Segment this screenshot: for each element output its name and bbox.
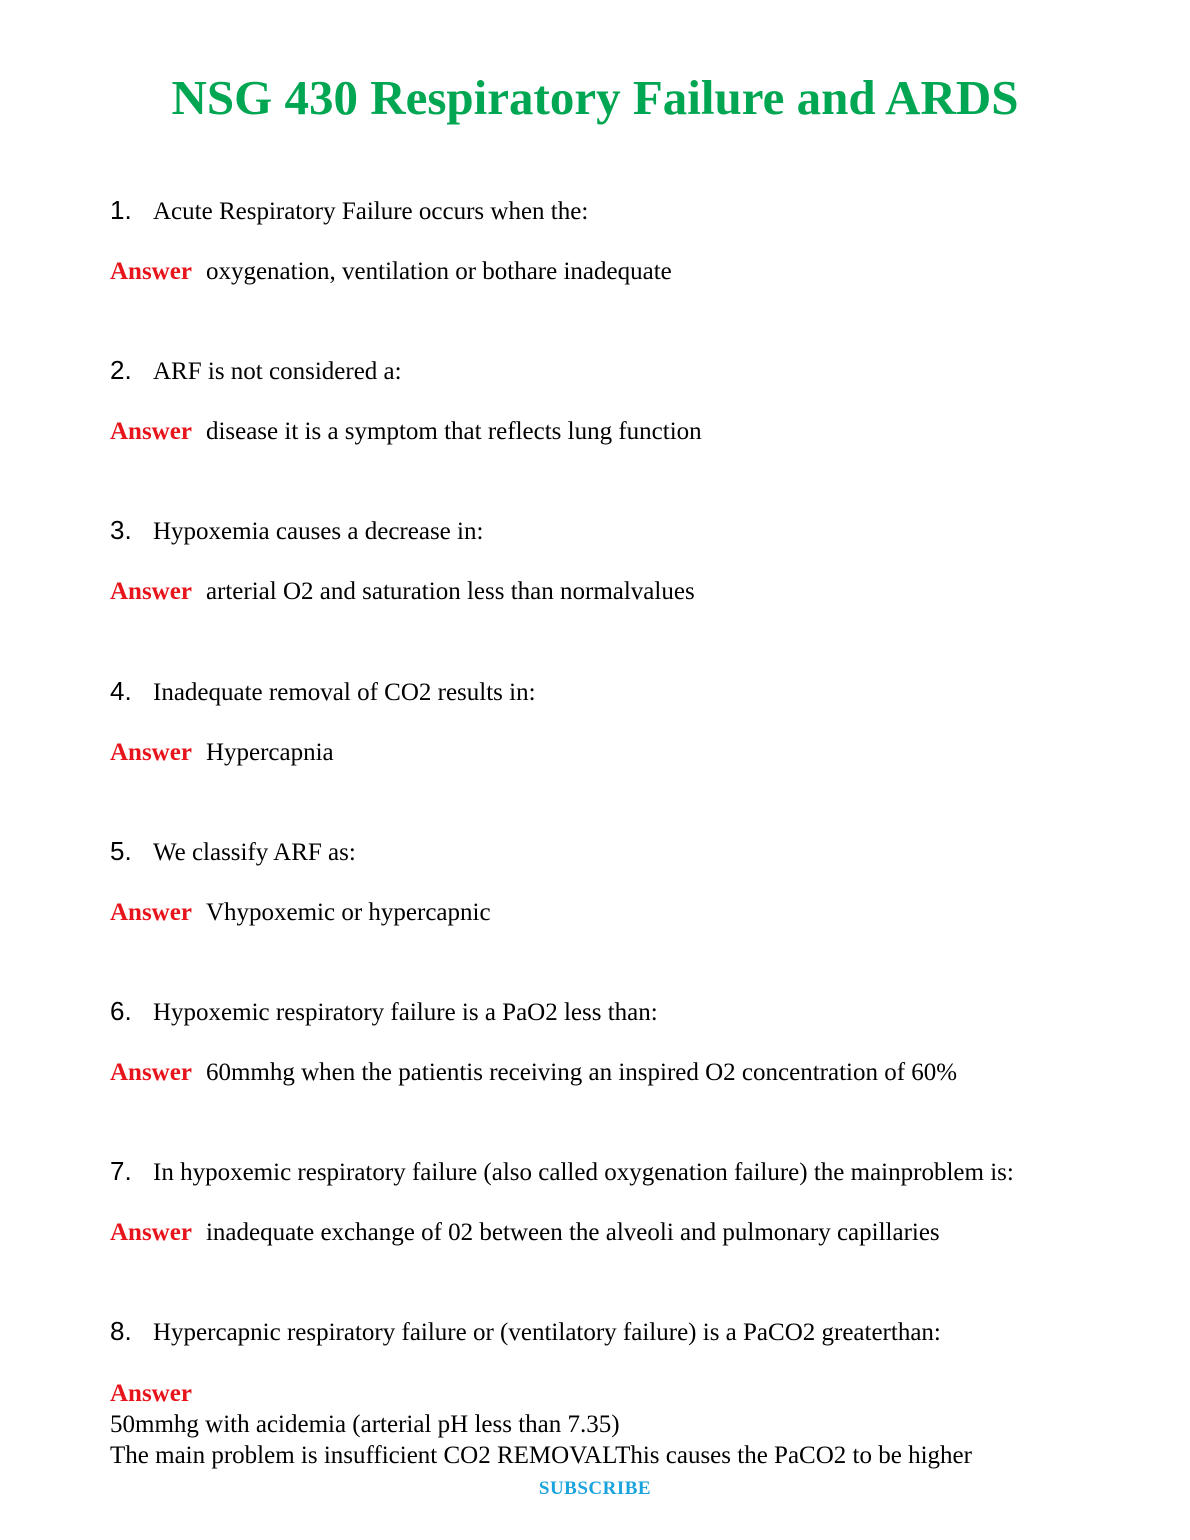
question-number: 3. [110, 515, 132, 545]
question-number: 4. [110, 676, 132, 706]
question-number: 5. [110, 836, 132, 866]
question [110, 996, 658, 1028]
answer [110, 257, 672, 287]
answer-text-line: 50mmhg with acidemia (arterial pH less than 7.35) [110, 1411, 620, 1438]
question-text: Inadequate removal of CO2 results in: [153, 679, 536, 706]
answer-text-line: The main problem is insufficient CO2 REMOVALThis causes the PaCO2 to be higher [110, 1442, 972, 1469]
question-text: Acute Respiratory Failure occurs when the: [153, 198, 589, 225]
question [110, 1316, 941, 1348]
question [110, 1156, 1014, 1188]
answer-text: disease it is a symptom that reflects lung function [205, 418, 702, 445]
answer-label: Answer [110, 899, 192, 926]
answer-text: 60mmhg when the patientis receiving an inspired O2 concentration of 60% [205, 1059, 958, 1086]
answer-label: Answer [110, 1059, 192, 1086]
answer-label: Answer [110, 258, 192, 285]
question [110, 676, 536, 708]
question-number: 6. [110, 996, 132, 1026]
question-number: 2. [110, 355, 132, 385]
question-text: In hypoxemic respiratory failure (also called oxygenation failure) the mainproblem is: [153, 1159, 1014, 1186]
answer [110, 417, 702, 447]
question [110, 515, 483, 547]
page-title: NSG 430 Respiratory Failure and ARDS [171, 70, 1019, 125]
answer-text: Hypercapnia [205, 739, 334, 766]
question-text: Hypoxemia causes a decrease in: [153, 518, 484, 545]
subscribe-link[interactable]: SUBSCRIBE [538, 1478, 652, 1499]
question [110, 195, 588, 227]
answer-text: inadequate exchange of 02 between the alveoli and pulmonary capillaries [205, 1219, 940, 1246]
question [110, 836, 356, 868]
answer-label: Answer [110, 578, 192, 605]
question-number: 1. [110, 195, 132, 225]
answer-text: oxygenation, ventilation or bothare inadequate [205, 258, 672, 285]
answer [110, 738, 334, 768]
answer [110, 898, 491, 928]
answer-label: Answer [110, 1219, 192, 1246]
question-number: 7. [110, 1156, 132, 1186]
answer [110, 577, 695, 607]
answer-label: Answer [110, 1380, 192, 1407]
answer-label: Answer [110, 739, 192, 766]
answer [110, 1218, 940, 1248]
answer-label: Answer [110, 418, 192, 445]
answer-text: Vhypoxemic or hypercapnic [205, 899, 491, 926]
question-number: 8. [110, 1316, 132, 1346]
question-text: Hypoxemic respiratory failure is a PaO2 less than: [153, 999, 658, 1026]
answer [110, 1378, 972, 1471]
answer-text: arterial O2 and saturation less than normalvalues [205, 578, 695, 605]
question-text: ARF is not considered a: [153, 358, 402, 385]
question-text: Hypercapnic respiratory failure or (ventilatory failure) is a PaCO2 greaterthan: [153, 1319, 941, 1346]
answer [110, 1058, 957, 1088]
question [110, 355, 402, 387]
question-text: We classify ARF as: [153, 839, 356, 866]
